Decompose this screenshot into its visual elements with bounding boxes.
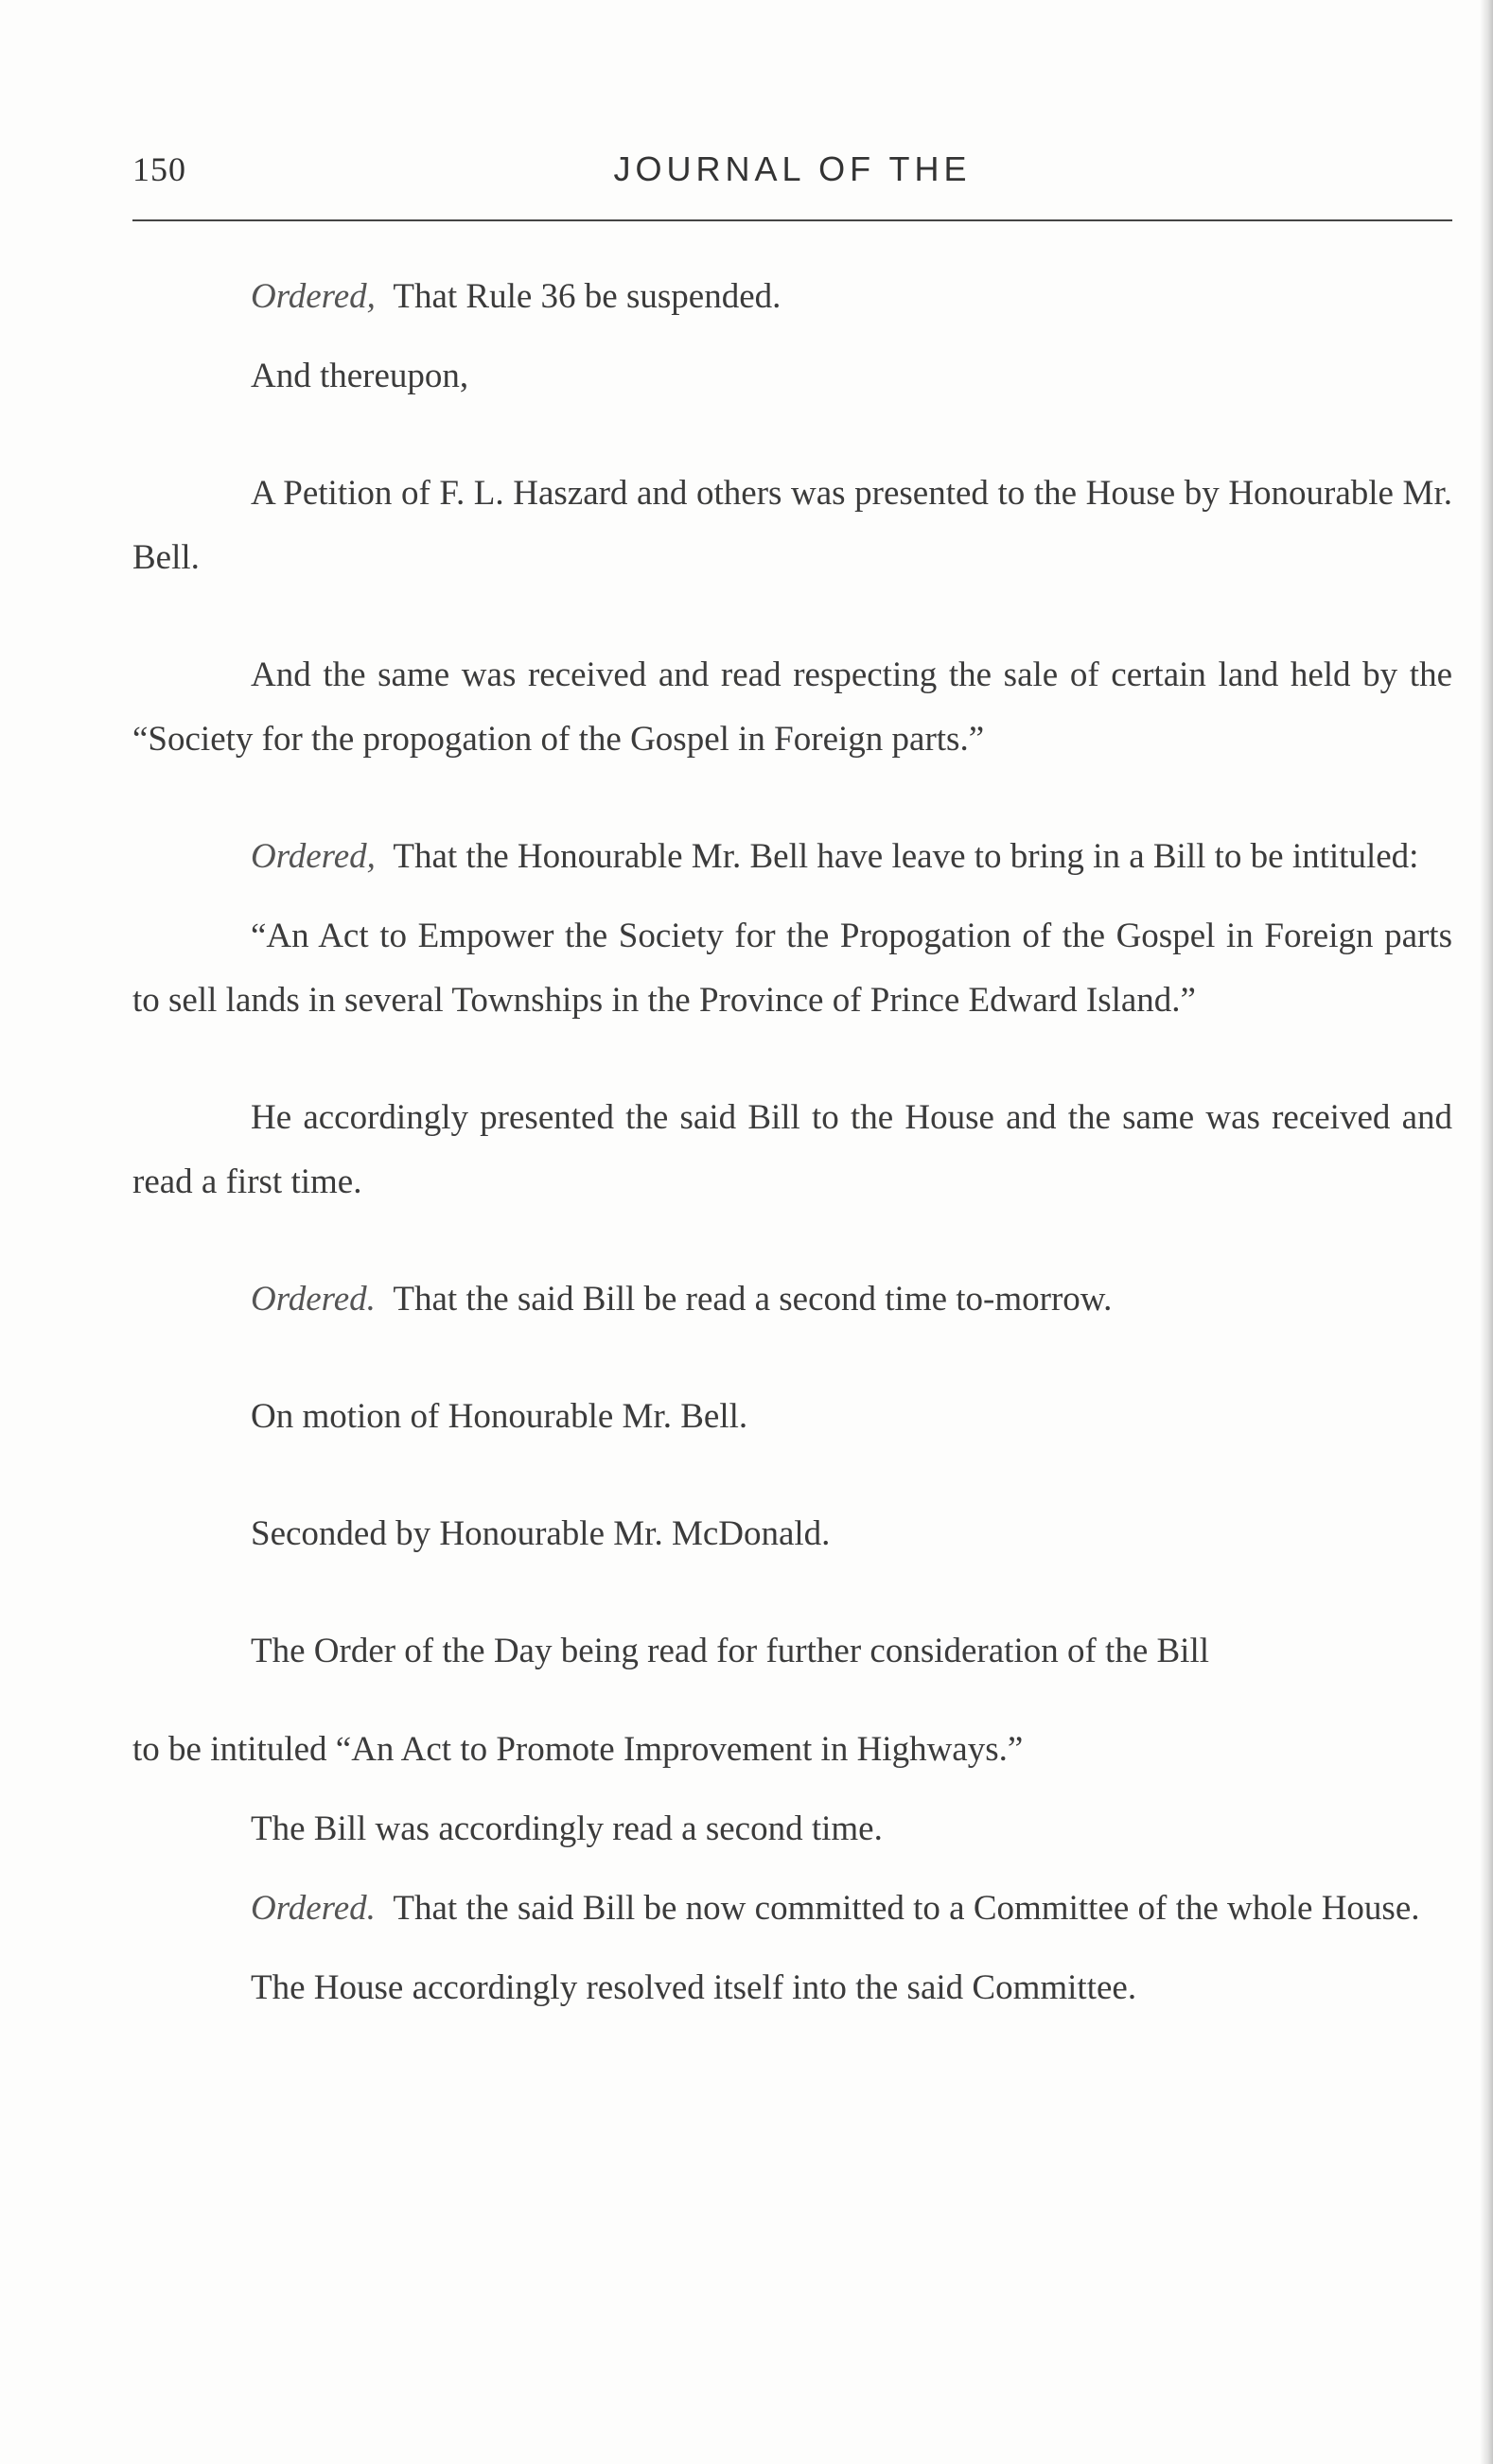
paragraph-highways-act	[132, 1718, 1452, 1782]
paragraph-text: The Bill was accordingly read a second time.	[251, 1809, 883, 1848]
paragraph-petition	[132, 462, 1452, 590]
paragraph-text: That the said Bill be now committed to a Committee of the whole House.	[393, 1889, 1420, 1928]
paragraph-text: Seconded by Honourable Mr. McDonald.	[251, 1514, 831, 1553]
paragraph-second-reading	[132, 1797, 1452, 1861]
journal-body	[132, 265, 1452, 2020]
paragraph-ordered-rule-suspended	[132, 265, 1452, 329]
paragraph-bill-presented	[132, 1086, 1452, 1215]
paragraph-received-read	[132, 643, 1452, 772]
ordered-label: Ordered.	[251, 1280, 376, 1319]
ordered-label: Ordered,	[251, 277, 376, 316]
paragraph-text: “An Act to Empower the Society for the Propogation of the Gospel in Foreign parts to sell lands in several Townships in the Province of Prince Edward Island.”	[132, 917, 1452, 1020]
paragraph-text: On motion of Honourable Mr. Bell.	[251, 1397, 748, 1436]
paragraph-ordered-leave-bill	[132, 825, 1452, 889]
header-rule	[132, 219, 1452, 221]
paragraph-text: That the said Bill be read a second time to-morrow.	[393, 1280, 1113, 1319]
paragraph-motion	[132, 1385, 1452, 1449]
paragraph-resolved-committee	[132, 1956, 1452, 2020]
paragraph-text: to be intituled “An Act to Promote Improvement in Highways.”	[132, 1730, 1024, 1769]
paragraph-text: And thereupon,	[251, 357, 469, 395]
paragraph-ordered-second-reading	[132, 1267, 1452, 1332]
paragraph-thereupon	[132, 344, 1452, 409]
paragraph-text: A Petition of F. L. Haszard and others was presented to the House by Honourable Mr. Bell.	[132, 474, 1452, 577]
ordered-label: Ordered.	[251, 1889, 376, 1928]
paragraph-text: That Rule 36 be suspended.	[393, 277, 782, 316]
ordered-label: Ordered,	[251, 837, 376, 876]
page-edge-shadow	[1480, 0, 1493, 2464]
paragraph-text: The House accordingly resolved itself into the said Committee.	[251, 1968, 1137, 2007]
paragraph-act-title	[132, 904, 1452, 1033]
paragraph-text: He accordingly presented the said Bill to the House and the same was received and read a first time.	[132, 1098, 1452, 1201]
paragraph-text: That the Honourable Mr. Bell have leave to bring in a Bill to be intituled:	[393, 837, 1419, 876]
paragraph-text: And the same was received and read respecting the sale of certain land held by the “Society for the propogation of the Gospel in Foreign parts.”	[132, 655, 1452, 759]
paragraph-text: The Order of the Day being read for further consideration of the Bill	[251, 1632, 1210, 1670]
paragraph-ordered-committee	[132, 1877, 1452, 1941]
running-head: JOURNAL OF THE	[613, 149, 972, 188]
page-header	[132, 149, 1452, 206]
paragraph-order-of-day	[132, 1619, 1452, 1684]
page-number: 150	[132, 150, 186, 188]
paragraph-seconded	[132, 1502, 1452, 1566]
